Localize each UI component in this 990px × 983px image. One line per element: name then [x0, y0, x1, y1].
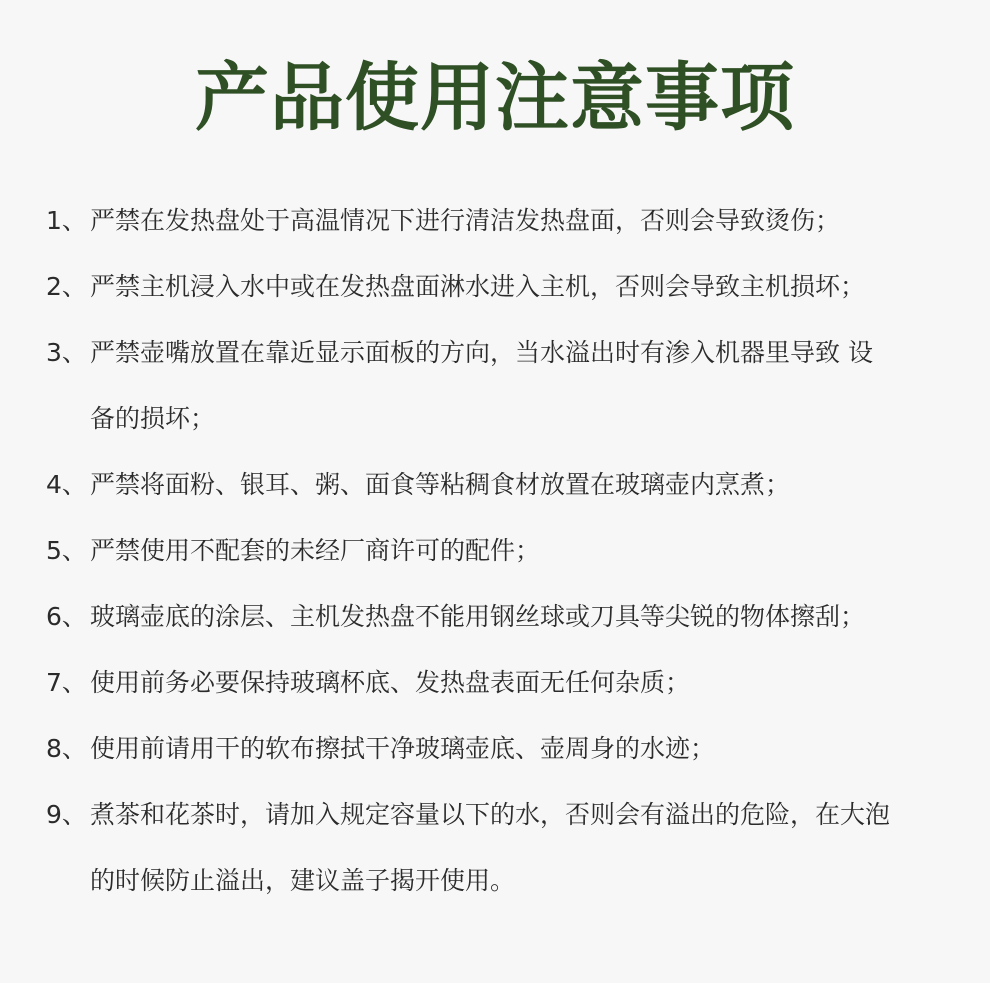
- item-text: 严禁将面粉、银耳、粥、面食等粘稠食材放置在玻璃壶内烹煮；: [90, 470, 791, 499]
- item-number: 2、: [46, 272, 87, 301]
- item-text-continuation: 备的损坏；: [90, 404, 216, 433]
- page-title: 产品使用注意事项: [195, 55, 795, 141]
- list-item-8: [46, 716, 956, 782]
- item-text-continuation: 的时候防止溢出，建议盖子揭开使用。: [90, 866, 516, 895]
- item-number: 8、: [46, 734, 87, 763]
- item-number: 3、: [46, 338, 87, 367]
- item-number: 7、: [46, 668, 87, 697]
- item-text: 玻璃壶底的涂层、主机发热盘不能用钢丝球或刀具等尖锐的物体擦刮；: [90, 602, 866, 631]
- item-number: 6、: [46, 602, 87, 631]
- list-item-1: [46, 188, 956, 254]
- item-number: 9、: [46, 800, 87, 829]
- precautions-list: [46, 188, 956, 914]
- item-text: 煮茶和花茶时，请加入规定容量以下的水，否则会有溢出的危险，在大泡: [90, 800, 891, 829]
- item-number: 5、: [46, 536, 87, 565]
- list-item-9: [46, 782, 956, 914]
- item-number: 4、: [46, 470, 87, 499]
- list-item-7: [46, 650, 956, 716]
- item-text: 使用前请用干的软布擦拭干净玻璃壶底、壶周身的水迹；: [90, 734, 716, 763]
- item-text: 严禁在发热盘处于高温情况下进行清洁发热盘面，否则会导致烫伤；: [90, 206, 841, 235]
- item-text: 使用前务必要保持玻璃杯底、发热盘表面无任何杂质；: [90, 668, 691, 697]
- list-item-5: [46, 518, 956, 584]
- list-item-3: [46, 320, 956, 452]
- item-text: 严禁壶嘴放置在靠近显示面板的方向，当水溢出时有渗入机器里导致 设: [90, 338, 873, 367]
- list-item-2: [46, 254, 956, 320]
- item-text: 严禁主机浸入水中或在发热盘面淋水进入主机，否则会导致主机损坏；: [90, 272, 866, 301]
- list-item-6: [46, 584, 956, 650]
- item-number: 1、: [46, 206, 87, 235]
- item-text: 严禁使用不配套的未经厂商许可的配件；: [90, 536, 541, 565]
- list-item-4: [46, 452, 956, 518]
